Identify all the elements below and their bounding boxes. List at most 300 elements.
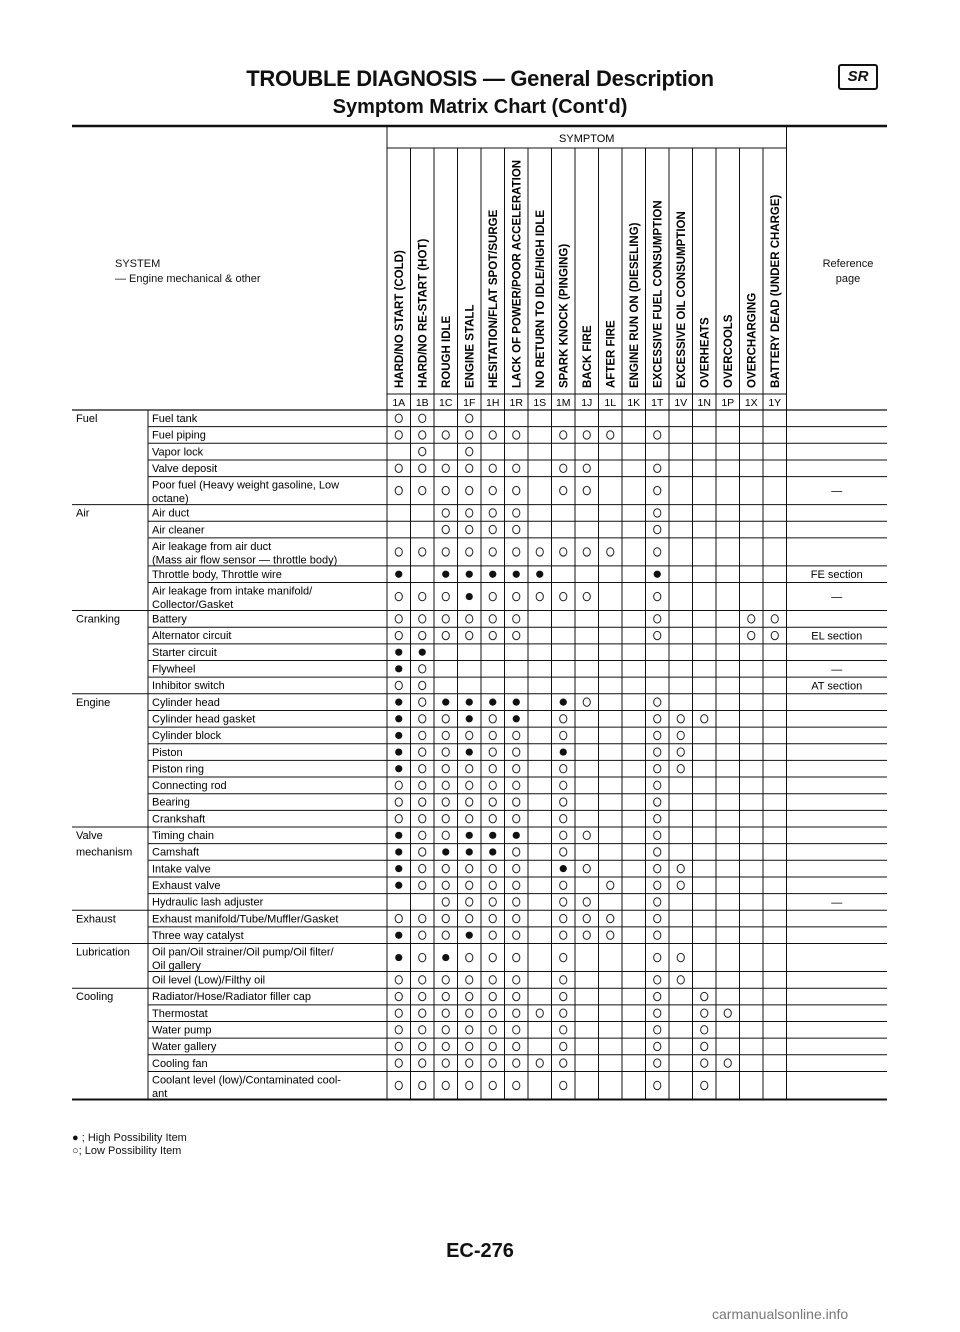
low-possibility-mark [442,615,449,623]
row-item-label: (Mass air flow sensor — throttle body) [152,554,338,567]
high-possibility-mark [513,571,520,578]
low-possibility-mark [560,848,567,856]
low-possibility-mark [513,976,520,984]
low-possibility-mark [654,1009,661,1017]
low-possibility-mark [583,931,590,939]
low-possibility-mark [560,486,567,494]
symptom-label-1f: ENGINE STALL [464,304,477,388]
low-possibility-mark [466,765,473,773]
low-possibility-mark [607,914,614,922]
high-possibility-mark [560,748,567,755]
symptom-code-1s: 1S [533,397,547,409]
low-possibility-mark [419,447,426,455]
low-possibility-mark [419,731,426,739]
low-possibility-mark [607,881,614,889]
low-possibility-mark [395,814,402,822]
low-possibility-mark [466,431,473,439]
symptom-code-1p: 1P [721,397,735,409]
low-possibility-mark [560,464,567,472]
low-possibility-mark [560,715,567,723]
high-possibility-mark [466,699,473,706]
symptom-label-1s: NO RETURN TO IDLE/HIGH IDLE [534,209,547,388]
row-item-label: Radiator/Hose/Radiator filler cap [152,991,311,1004]
low-possibility-mark [560,781,567,789]
row-reference: — [831,663,843,676]
low-possibility-mark [395,414,402,422]
symptom-label-1y: BATTERY DEAD (UNDER CHARGE) [769,194,782,388]
high-possibility-mark [466,715,473,722]
low-possibility-mark [442,914,449,922]
low-possibility-mark [560,1042,567,1050]
low-possibility-mark [442,976,449,984]
low-possibility-mark [395,615,402,623]
low-possibility-mark [536,548,543,556]
low-possibility-mark [442,631,449,639]
low-possibility-mark [466,1059,473,1067]
low-possibility-mark [419,848,426,856]
low-possibility-mark [395,631,402,639]
low-possibility-mark [442,525,449,533]
low-possibility-mark [442,1042,449,1050]
low-possibility-mark [466,414,473,422]
low-possibility-mark [419,592,426,600]
row-item-label: Coolant level (low)/Contaminated cool- [152,1074,341,1087]
low-possibility-mark [466,525,473,533]
symptom-label-1m: SPARK KNOCK (PINGING) [558,243,571,388]
low-possibility-mark [419,914,426,922]
low-possibility-mark [701,715,708,723]
low-possibility-mark [419,1081,426,1089]
low-possibility-mark [513,464,520,472]
row-item-label: Valve deposit [152,462,218,475]
low-possibility-mark [419,814,426,822]
symptom-label-1t: EXCESSIVE FUEL CONSUMPTION [652,200,665,388]
symptom-label-1h: HESITATION/FLAT SPOT/SURGE [487,209,500,388]
low-possibility-mark [654,953,661,961]
low-possibility-mark [489,1009,496,1017]
row-item-label: Bearing [152,796,190,809]
low-possibility-mark [419,953,426,961]
low-possibility-mark [419,1009,426,1017]
row-item-label: Exhaust manifold/Tube/Muffler/Gasket [152,913,339,926]
low-possibility-mark [419,1026,426,1034]
low-possibility-mark [442,509,449,517]
low-possibility-mark [513,1026,520,1034]
symptom-label-1j: BACK FIRE [581,325,594,388]
low-possibility-mark [489,431,496,439]
low-possibility-mark [654,615,661,623]
low-possibility-mark [419,698,426,706]
low-possibility-mark [654,898,661,906]
low-possibility-mark [442,898,449,906]
low-possibility-mark [489,1059,496,1067]
row-item-label: Hydraulic lash adjuster [152,896,264,909]
low-possibility-mark [654,631,661,639]
low-possibility-mark [419,781,426,789]
section-badge: SR [838,64,878,90]
high-possibility-mark [489,571,496,578]
low-possibility-mark [654,881,661,889]
low-possibility-mark [419,631,426,639]
low-possibility-mark [419,864,426,872]
row-item-label: Fuel tank [152,413,198,425]
symptom-code-1c: 1C [439,397,453,409]
low-possibility-mark [419,748,426,756]
low-possibility-mark [466,814,473,822]
low-possibility-mark [466,615,473,623]
low-possibility-mark [771,615,778,623]
low-possibility-mark [513,525,520,533]
low-possibility-mark [489,798,496,806]
low-possibility-mark [489,715,496,723]
low-possibility-mark [395,548,402,556]
symptom-label-1x: OVERCHARGING [746,292,759,388]
low-possibility-mark [654,798,661,806]
low-possibility-mark [395,1042,402,1050]
low-possibility-mark [442,992,449,1000]
low-possibility-mark [419,881,426,889]
low-possibility-mark [560,898,567,906]
row-reference: — [831,591,843,604]
symptom-label-1r: LACK OF POWER/POOR ACCELERATION [511,159,524,388]
low-possibility-mark [395,798,402,806]
low-possibility-mark [748,615,755,623]
low-possibility-mark [654,914,661,922]
row-category: Engine [76,696,111,709]
row-category: Air [76,507,90,520]
row-item-label: Connecting rod [152,780,227,793]
low-possibility-mark [654,548,661,556]
low-possibility-mark [442,1059,449,1067]
high-possibility-mark [489,832,496,839]
low-possibility-mark [489,953,496,961]
low-possibility-mark [395,681,402,689]
low-possibility-mark [466,548,473,556]
low-possibility-mark [583,548,590,556]
low-possibility-mark [489,914,496,922]
low-possibility-mark [677,881,684,889]
low-possibility-mark [654,525,661,533]
low-possibility-mark [395,976,402,984]
low-possibility-mark [701,1026,708,1034]
low-possibility-mark [489,898,496,906]
low-possibility-mark [466,881,473,889]
symptom-label-1n: OVERHEATS [699,317,712,388]
row-item-label: Throttle body, Throttle wire [152,568,282,581]
low-possibility-mark [560,592,567,600]
low-possibility-mark [489,525,496,533]
high-possibility-mark [513,699,520,706]
row-reference: AT section [811,680,863,693]
low-possibility-mark [701,1059,708,1067]
low-possibility-mark [489,992,496,1000]
low-possibility-mark [466,731,473,739]
row-item-label: Air cleaner [152,524,205,537]
row-item-label: Piston ring [152,763,204,776]
row-item-label: Air leakage from air duct [152,540,272,553]
low-possibility-mark [489,1026,496,1034]
symptom-code-1m: 1M [555,397,571,409]
low-possibility-mark [654,486,661,494]
low-possibility-mark [513,765,520,773]
legend [72,1132,187,1158]
low-possibility-mark [395,464,402,472]
low-possibility-mark [466,914,473,922]
low-possibility-mark [513,1081,520,1089]
high-possibility-mark [395,882,402,889]
high-possibility-mark [442,954,449,961]
page-subtitle: Symptom Matrix Chart (Cont'd) [332,96,628,118]
low-possibility-mark [489,881,496,889]
page-title: TROUBLE DIAGNOSIS — General Description [246,66,714,91]
low-possibility-mark [442,864,449,872]
low-possibility-mark [419,931,426,939]
low-possibility-mark [677,765,684,773]
low-possibility-mark [677,731,684,739]
low-possibility-mark [419,486,426,494]
high-possibility-mark [466,832,473,839]
low-possibility-mark [560,931,567,939]
low-possibility-mark [560,1026,567,1034]
low-possibility-mark [489,976,496,984]
row-category: Cooling [76,991,114,1004]
symptom-code-1j: 1J [581,397,593,409]
high-possibility-mark [466,593,473,600]
low-possibility-mark [513,431,520,439]
low-possibility-mark [513,864,520,872]
low-possibility-mark [560,765,567,773]
high-possibility-mark [395,715,402,722]
low-possibility-mark [654,848,661,856]
row-item-label: Cylinder head [152,696,220,709]
low-possibility-mark [607,548,614,556]
low-possibility-mark [419,615,426,623]
row-item-label: Fuel piping [152,429,206,442]
low-possibility-mark [489,615,496,623]
symptom-code-1a: 1A [392,397,406,409]
row-item-label: Exhaust valve [152,879,221,892]
low-possibility-mark [583,592,590,600]
row-item-label: Camshaft [152,846,200,859]
low-possibility-mark [442,748,449,756]
symptom-code-1n: 1N [697,397,711,409]
row-item-label: Alternator circuit [152,630,232,643]
row-item-label: Cylinder head gasket [152,713,256,726]
low-possibility-mark [466,953,473,961]
low-possibility-mark [395,1059,402,1067]
row-reference: — [831,485,843,498]
low-possibility-mark [654,592,661,600]
legend-low: ○; Low Possibility Item [72,1145,182,1157]
low-possibility-mark [583,431,590,439]
high-possibility-mark [395,832,402,839]
row-item-label: Water gallery [152,1041,217,1054]
low-possibility-mark [583,486,590,494]
low-possibility-mark [513,548,520,556]
symptom-code-1k: 1K [627,397,641,409]
low-possibility-mark [442,715,449,723]
high-possibility-mark [395,748,402,755]
low-possibility-mark [419,665,426,673]
low-possibility-mark [395,992,402,1000]
row-category: Fuel [76,413,98,425]
row-category: Valve [76,830,103,842]
low-possibility-mark [419,765,426,773]
low-possibility-mark [466,992,473,1000]
row-item-label: Cylinder block [152,730,222,743]
low-possibility-mark [771,631,778,639]
low-possibility-mark [442,731,449,739]
low-possibility-mark [654,992,661,1000]
low-possibility-mark [607,931,614,939]
row-item-label: Intake valve [152,863,211,876]
low-possibility-mark [513,1059,520,1067]
low-possibility-mark [466,798,473,806]
high-possibility-mark [560,865,567,872]
symptom-code-1h: 1H [486,397,500,409]
high-possibility-mark [395,665,402,672]
row-reference: — [831,896,843,909]
low-possibility-mark [489,631,496,639]
low-possibility-mark [466,781,473,789]
high-possibility-mark [513,715,520,722]
low-possibility-mark [654,831,661,839]
symptom-label-1a: HARD/NO START (COLD) [393,250,406,388]
low-possibility-mark [560,831,567,839]
row-item-label: Air leakage from intake manifold/ [152,585,313,598]
low-possibility-mark [677,864,684,872]
low-possibility-mark [466,1042,473,1050]
row-item-label: Battery [152,613,187,626]
row-item-label: Timing chain [152,830,214,842]
low-possibility-mark [748,631,755,639]
low-possibility-mark [583,831,590,839]
low-possibility-mark [419,976,426,984]
symptom-label-1b: HARD/NO RE-START (HOT) [417,238,430,388]
low-possibility-mark [489,731,496,739]
low-possibility-mark [419,1059,426,1067]
low-possibility-mark [419,715,426,723]
symptom-code-1x: 1X [744,397,758,409]
low-possibility-mark [513,615,520,623]
row-item-label: Thermostat [152,1007,208,1020]
low-possibility-mark [513,953,520,961]
low-possibility-mark [513,748,520,756]
low-possibility-mark [560,814,567,822]
symptom-code-1v: 1V [674,397,688,409]
low-possibility-mark [560,914,567,922]
low-possibility-mark [654,1081,661,1089]
low-possibility-mark [560,1081,567,1089]
low-possibility-mark [419,798,426,806]
low-possibility-mark [583,464,590,472]
low-possibility-mark [513,631,520,639]
low-possibility-mark [489,592,496,600]
low-possibility-mark [442,1081,449,1089]
low-possibility-mark [536,1009,543,1017]
low-possibility-mark [419,464,426,472]
row-item-label: Cooling fan [152,1057,208,1070]
row-item-label: Water pump [152,1024,212,1037]
low-possibility-mark [560,548,567,556]
low-possibility-mark [466,1081,473,1089]
low-possibility-mark [489,486,496,494]
low-possibility-mark [513,814,520,822]
low-possibility-mark [560,798,567,806]
high-possibility-mark [395,699,402,706]
system-label: SYSTEM [115,258,161,270]
legend-high: ● ; High Possibility Item [72,1132,187,1144]
low-possibility-mark [466,447,473,455]
low-possibility-mark [466,1026,473,1034]
low-possibility-mark [654,698,661,706]
high-possibility-mark [489,699,496,706]
low-possibility-mark [442,931,449,939]
symptom-label-1k: ENGINE RUN ON (DIESELING) [628,222,641,388]
high-possibility-mark [466,748,473,755]
high-possibility-mark [466,848,473,855]
low-possibility-mark [654,1042,661,1050]
low-possibility-mark [654,765,661,773]
row-item-label: Collector/Gasket [152,599,234,612]
low-possibility-mark [513,592,520,600]
low-possibility-mark [513,781,520,789]
low-possibility-mark [419,431,426,439]
row-reference: EL section [811,630,863,643]
low-possibility-mark [513,1042,520,1050]
high-possibility-mark [560,699,567,706]
row-category: mechanism [76,846,133,859]
low-possibility-mark [489,781,496,789]
low-possibility-mark [513,898,520,906]
low-possibility-mark [560,1059,567,1067]
low-possibility-mark [466,898,473,906]
low-possibility-mark [489,748,496,756]
low-possibility-mark [419,414,426,422]
symptom-label-1c: ROUGH IDLE [440,315,453,388]
low-possibility-mark [513,848,520,856]
low-possibility-mark [654,731,661,739]
low-possibility-mark [677,715,684,723]
high-possibility-mark [536,571,543,578]
low-possibility-mark [419,1042,426,1050]
row-item-label: octane) [152,493,189,506]
row-item-label: Inhibitor switch [152,680,225,693]
low-possibility-mark [513,509,520,517]
low-possibility-mark [419,548,426,556]
low-possibility-mark [395,486,402,494]
symptom-code-1r: 1R [509,397,523,409]
watermark: carmanualsonline.info [712,1306,849,1322]
row-reference: FE section [810,569,863,582]
symptom-code-1t: 1T [651,397,664,409]
low-possibility-mark [654,781,661,789]
low-possibility-mark [489,548,496,556]
low-possibility-mark [489,864,496,872]
low-possibility-mark [513,731,520,739]
high-possibility-mark [395,732,402,739]
high-possibility-mark [395,571,402,578]
low-possibility-mark [701,1042,708,1050]
low-possibility-mark [607,431,614,439]
row-item-label: Oil pan/Oil strainer/Oil pump/Oil filter/ [152,946,334,959]
low-possibility-mark [466,509,473,517]
low-possibility-mark [489,814,496,822]
high-possibility-mark [442,848,449,855]
symptom-code-1f: 1F [463,397,476,409]
low-possibility-mark [654,464,661,472]
high-possibility-mark [442,699,449,706]
